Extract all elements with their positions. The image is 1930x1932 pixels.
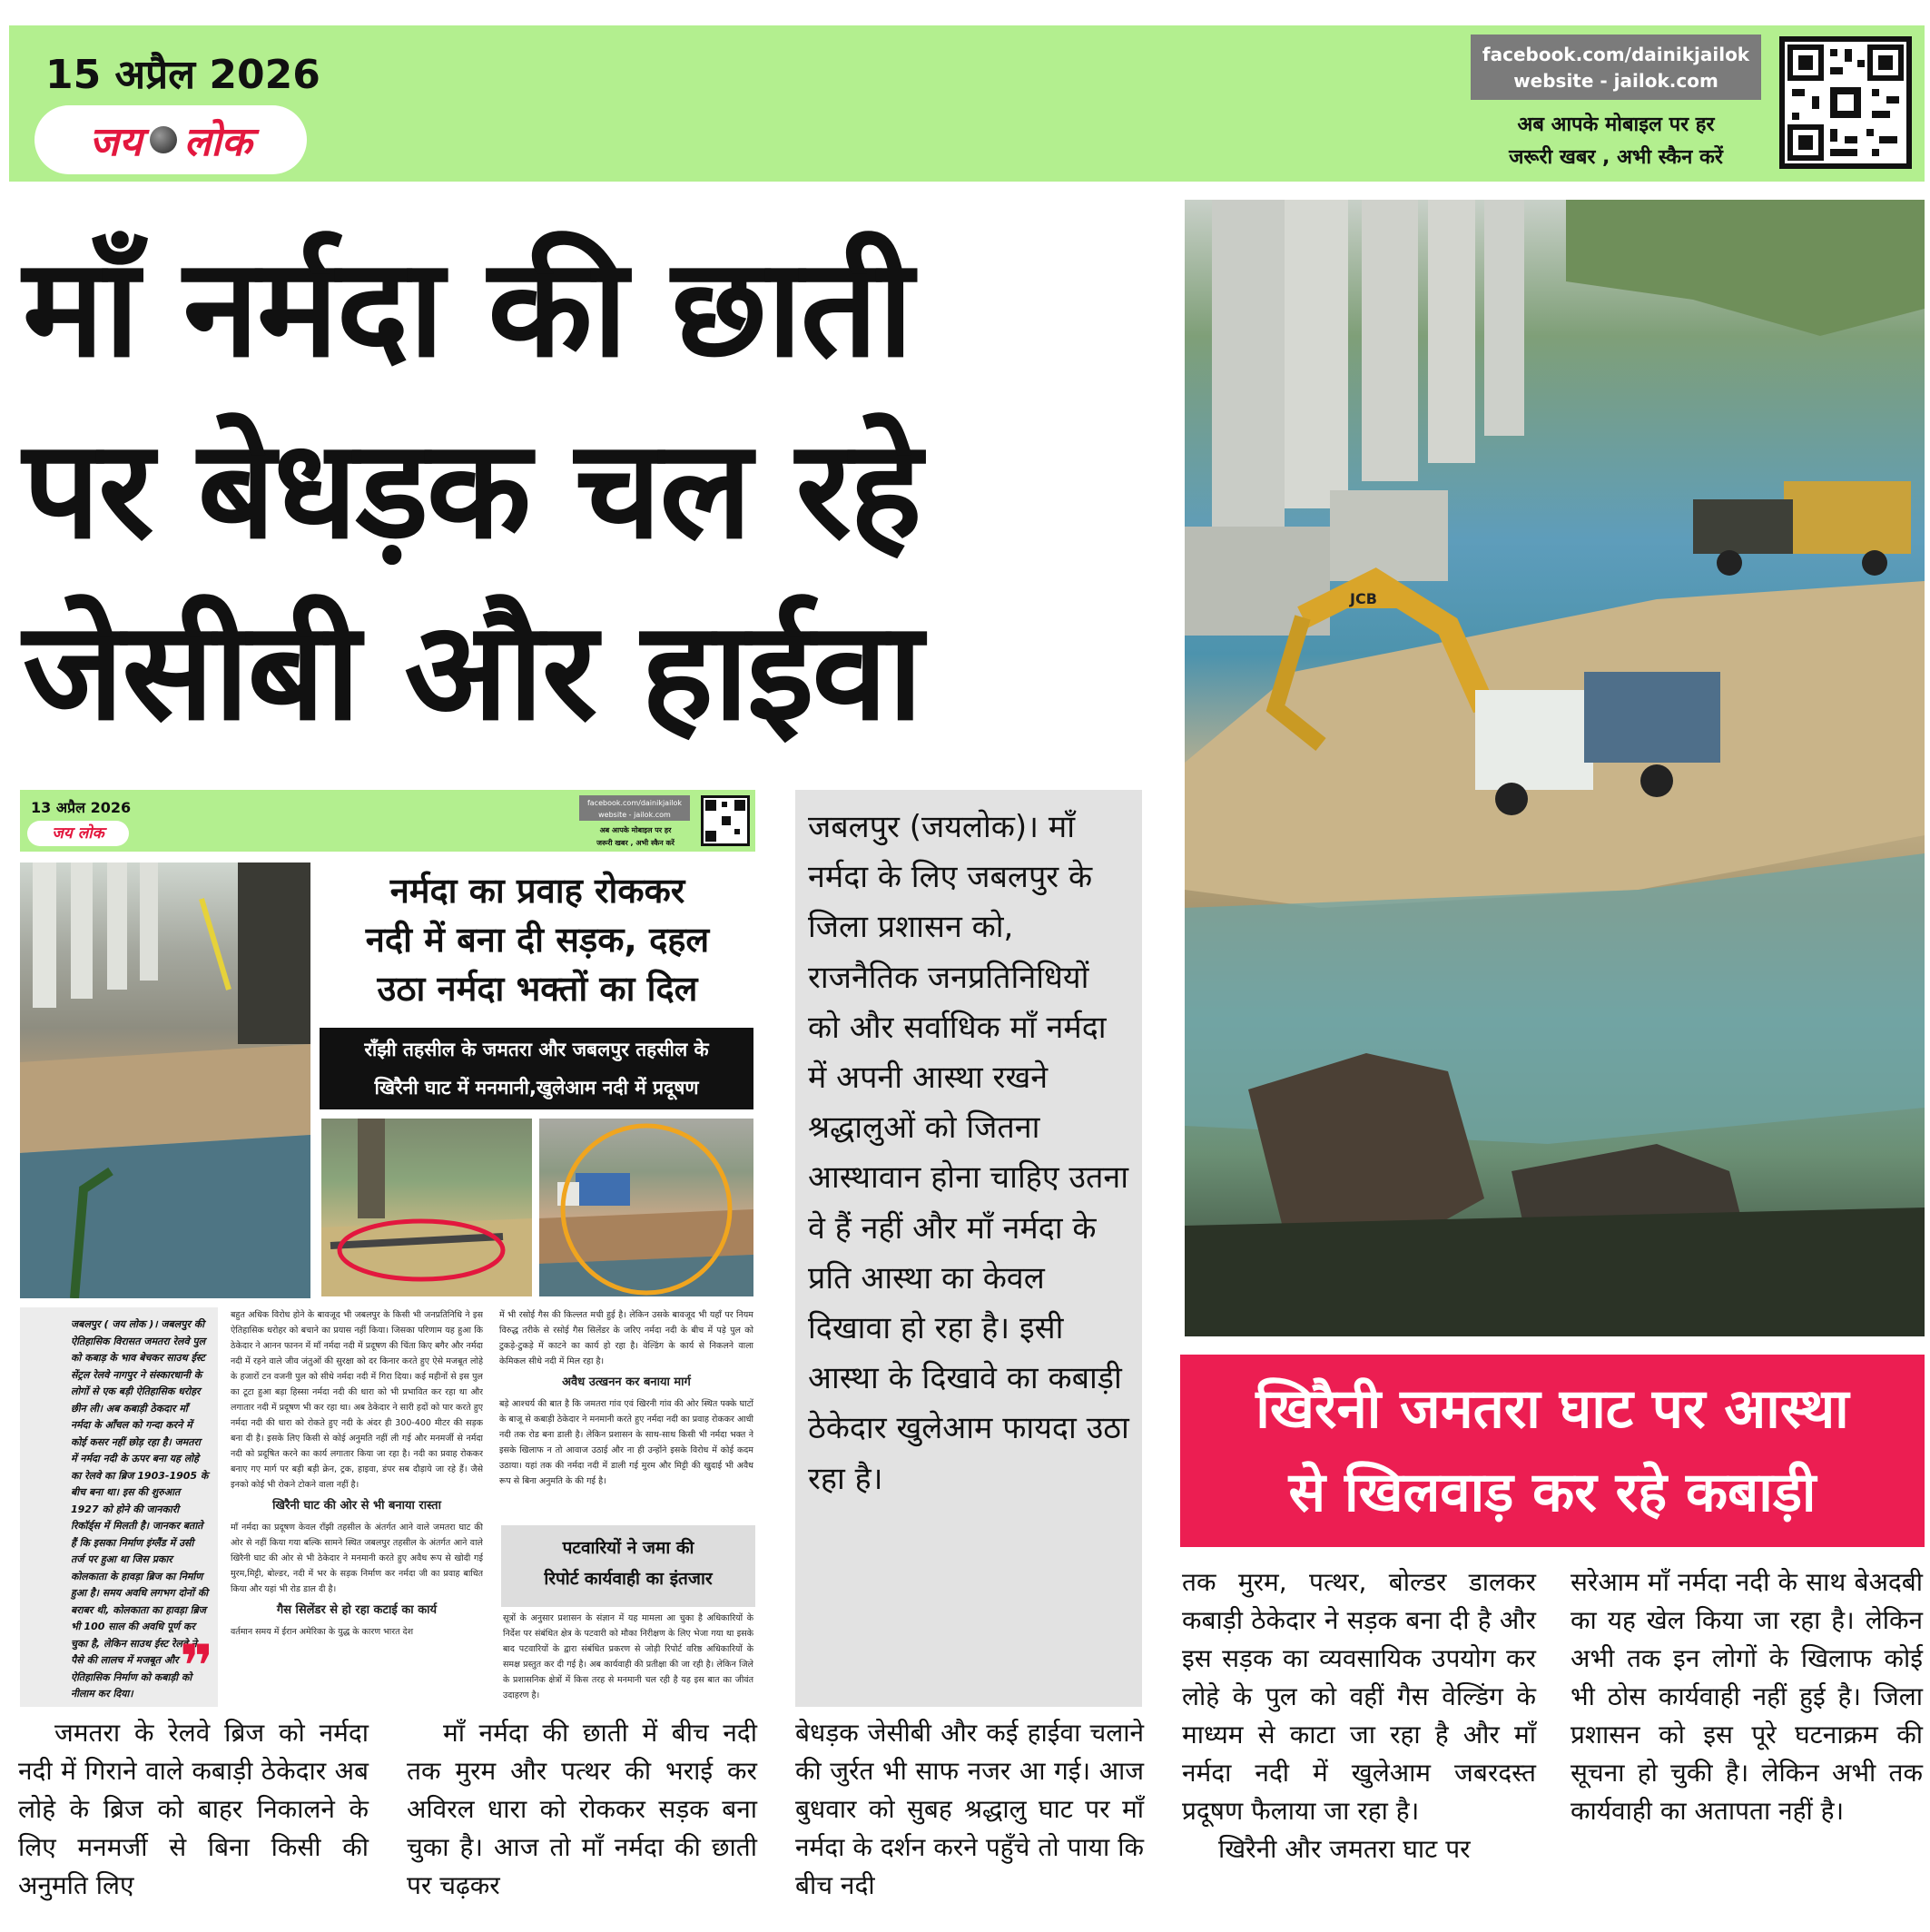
clipping-website: website - jailok.com <box>598 811 671 819</box>
patwari-box-line1: पटवारियों ने जमा की <box>562 1538 694 1558</box>
logo-text-lok: लोक <box>183 119 252 165</box>
issue-date: 15 अप्रैल 2026 <box>45 52 320 98</box>
clipping-column-b <box>499 1307 753 1522</box>
clipping-strapline <box>320 1028 753 1109</box>
clipping-col-b-text: में भी रसोई गैस की किल्लत मची हुई है। लेकिन उसके बावजूद भी यहाँ पर नियम विरुद्ध तरीके से रसोई गैस सिलेंडर के जरिए नर्मदा नदी के बीच में पड़े पुल को टुकड़े-टुकड़े में काटने का कार्य हो रहा है। वेल्डिंग के कार्य से निकलने वाला केमिकल सीधे नदी में मिल रहा है। <box>499 1310 753 1366</box>
clipping-col-a-text2: माँ नर्मदा का प्रदूषण केवल राँझी तहसील के अंतर्गत आने वाले जमतरा घाट की ओर से नहीं किया गया बल्कि सामने स्थित जबलपुर तहसील के अंतर्गत आने वाले खिरैनी घाट की ओर से भी ठेकेदार ने मनमानी करते हुए अवैध रूप से खोदी गई मुरम,मिट्टी, बोल्डर, नदी में भर के सड़क निर्माण कर नर्मदा जी का प्रवाह बाधित किया और यहां भी रोड डाल दी है। <box>231 1523 483 1594</box>
patwari-box-line2: रिपोर्ट कार्यवाही का इंतजार <box>544 1569 713 1589</box>
facebook-link[interactable]: facebook.com/dainikjailok <box>1482 44 1750 65</box>
scan-cta-line1: अब आपके मोबाइल पर हर <box>1517 113 1715 136</box>
caption-line1: खिरैनी जमतरा घाट पर आस्था <box>1255 1377 1849 1441</box>
clipping-headline-line2: नदी में बना दी सड़क, दहल <box>365 920 710 960</box>
masthead <box>9 25 1925 182</box>
river-excavation-photo <box>1185 200 1925 1336</box>
website-link[interactable]: website - jailok.com <box>1513 70 1718 92</box>
clipping-bridge-photo <box>20 862 310 1298</box>
clipping-headline <box>320 866 755 1013</box>
globe-icon <box>150 126 177 153</box>
jcb-label: JCB <box>1350 590 1377 607</box>
clipping-col-b-subhead: अवैध उत्खनन कर बनाया मार्ग <box>562 1375 691 1389</box>
previous-article-clipping <box>20 790 755 1707</box>
clipping-cta-line2: जरूरी खबर , अभी स्कैन करें <box>596 839 675 847</box>
headline-line1: माँ नर्मदा की छाती <box>23 230 912 388</box>
body-column-2: माँ नर्मदा की छाती में बीच नदी तक मुरम और पत्थर की भराई कर अविरल धारा को रोककर सड़क बना चुका है। आज तो माँ नर्मदा की छाती पर चढ़कर <box>407 1718 757 1900</box>
body-column-4-para2: खिरैनी और जमतरा घाट पर <box>1218 1834 1471 1864</box>
scan-cta-line2: जरूरी खबर , अभी स्कैन करें <box>1509 146 1723 169</box>
clipping-debris-photo <box>321 1119 532 1296</box>
strap-line1: राँझी तहसील के जमतरा और जबलपुर तहसील के <box>364 1039 709 1060</box>
body-column-3: बेधड़क जेसीबी और कई हाईवा चलाने की जुर्रत भी साफ नजर आ गई। आज बुधवार को सुबह श्रद्धालु घाट पर माँ नर्मदा के दर्शन करने पहुँचे तो पाया कि बीच नदी <box>795 1718 1144 1900</box>
clipping-column-a <box>231 1307 483 1707</box>
clipping-cta-line1: अब आपके मोबाइल पर हर <box>599 826 672 834</box>
clipping-logo: जय लोक <box>27 821 129 846</box>
clipping-intro-quote: जबलपुर ( जय लोक )। जबलपुर की ऐतिहासिक विरासत जमतरा रेलवे पुल को कबाड़ के भाव बेचकर साउथ ईस्ट सेंट्रल रेलवे नागपुर ने संस्कारधानी के लोगों से एक बड़ी ऐतिहासिक धरोहर छीन ली। अब कबाड़ी ठेकदार माँ नर्मदा के आँचल को गन्दा करने में कोई कसर नहीं छोड़ रहा है। जमतरा में नर्मदा नदी के ऊपर बना यह लोहे का रेलवे का ब्रिज 1903-1905 के बीच बना था। इस की शुरुआत 1927 को होने की जानकारी रिकॉर्ड्स में मिलती है। जानकर बताते हैं कि इसका निर्माण इंग्लैंड में उसी तर्ज पर हुआ था जिस प्रकार कोलकाता के हावड़ा ब्रिज का निर्माण हुआ है। समय अवधि लगभग दोनों की बराबर थी, कोलकाता का हावड़ा ब्रिज भी 100 साल की अवधि पूर्ण कर चुका है, लेकिन साउथ ईस्ट रेलवे ने पैसे की लालच में मजबूत और ऐतिहासिक निर्माण को कबाड़ी को नीलाम कर दिया। <box>20 1307 218 1707</box>
body-column-5: सरेआम माँ नर्मदा नदी के साथ बेअदबी का यह खेल किया जा रहा है। लेकिन अभी तक इन लोगों के खिलाफ कोई भी ठोस कार्यवाही नहीं हुई है। जिला प्रशासन को इस पूरे घटनाक्रम की सूचना हो चुकी है। लेकिन अभी तक कार्यवाही का अतापता नहीं है। <box>1571 1567 1923 1826</box>
clipping-date: 13 अप्रैल 2026 <box>31 799 132 816</box>
clipping-cta <box>576 824 695 850</box>
scan-cta <box>1462 109 1770 174</box>
clipping-facebook: facebook.com/dainikjailok <box>586 799 683 807</box>
clipping-qr-icon <box>701 795 750 846</box>
clipping-col-a-subhead2: गैस सिलेंडर से हो रहा कटाई का कार्य <box>276 1603 438 1617</box>
clipping-social-box <box>579 795 690 821</box>
clipping-headline-line3: उठा नर्मदा भक्तों का दिल <box>377 969 698 1009</box>
clipping-col-b-text2: बड़े आश्चर्य की बात है कि जमतरा गांव एवं खिरनी गांव की ओर स्थित पक्के घाटों के बाजू से कबाड़ी ठेकेदार ने मनमानी करते हुए नर्मदा नदी का प्रवाह रोककर आधी नदी तक रोड बना डाली है। लेकिन प्रशासन के साथ-साथ किसी भी नर्मदा भक्त ने इसके खिलाफ न तो आवाज उठाई और ना ही उन्होंने इसके विरोध में कोई कदम उठाया। यहां तक की नर्मदा नदी में डाली गई मुरम और मिट्टी की खुदाई भी अवैध रूप से बिना अनुमति के की गई है। <box>499 1399 753 1486</box>
clipping-masthead <box>20 790 755 852</box>
body-column-1: जमतरा के रेलवे ब्रिज को नर्मदा नदी में गिराने वाले कबाड़ी ठेकेदार अब लोहे के ब्रिज को बाहर निकालने के लिए मनमर्जी से बिना किसी की अनुमति लिए <box>18 1718 369 1900</box>
clipping-col-b-text3: सूत्रों के अनुसार प्रशासन के संज्ञान में यह मामला आ चुका है अधिकारियों के निर्देश पर संबंधित क्षेत्र के पटवारी को मौका निरीक्षण के लिए भेजा गया था इसके बाद पटवारियों के द्वारा संबंधित प्रकरण से जोड़ी रिपोर्ट वरिष्ठ अधिकारियों के समक्ष प्रस्तुत कर दी गई है। अब कार्यवाही की प्रतीक्षा की जा रही है। लेकिन जिले के प्रशासनिक क्षेत्रों में किस तरह से मनमानी चल रही है यह इस बात का जीवंत उदाहरण है। <box>503 1613 753 1700</box>
qr-code-icon[interactable] <box>1779 36 1912 169</box>
caption-line2: से खिलवाड़ कर रहे कबाड़ी <box>1288 1461 1817 1524</box>
close-quote-icon: ❞ <box>180 1633 214 1700</box>
social-links-box <box>1471 34 1761 100</box>
body-column-4 <box>1182 1563 1536 1868</box>
photo-caption-banner <box>1180 1355 1925 1547</box>
main-headline <box>23 218 1176 763</box>
clipping-truck-photo <box>539 1119 753 1296</box>
headline-line3: जेसीबी और हाईवा <box>23 593 921 751</box>
strap-line2: खिरैनी घाट में मनमानी,खुलेआम नदी में प्रदूषण <box>374 1077 699 1099</box>
brand-logo[interactable] <box>34 105 307 174</box>
clipping-patwari-box <box>501 1525 755 1607</box>
headline-line2: पर बेधड़क चल रहे <box>23 411 921 569</box>
clipping-headline-line1: नर्मदा का प्रवाह रोककर <box>389 871 685 911</box>
clipping-col-a-text3: वर्तमान समय में ईरान अमेरिका के युद्ध के कारण भारत देश <box>231 1627 414 1637</box>
lead-paragraph-box: जबलपुर (जयलोक)। माँ नर्मदा के लिए जबलपुर के जिला प्रशासन को, राजनैतिक जनप्रतिनिधियों को और सर्वाधिक माँ नर्मदा में अपनी आस्था रखने श्रद्धालुओं को जितना आस्थावान होना चाहिए उतना वे हैं नहीं और माँ नर्मदा के प्रति आस्था का केवल दिखावा हो रहा है। इसी आस्था के दिखावे का कबाड़ी ठेकेदार खुलेआम फायदा उठा रहा है। <box>795 790 1142 1707</box>
clipping-col-a-subhead: खिरैनी घाट की ओर से भी बनाया रास्ता <box>272 1499 441 1513</box>
body-column-4-para1: तक मुरम, पत्थर, बोल्डर डालकर कबाड़ी ठेकेदार ने सड़क बना दी है और इस सड़क का व्यवसायिक उपयोग कर लोहे के पुल को वहीं गैस वेल्डिंग के माध्यम से काटा जा रहा है और माँ नर्मदा नदी में खुलेआम जबरदस्त प्रदूषण फैलाया जा रहा है। <box>1182 1567 1536 1826</box>
clipping-column-b3 <box>503 1611 753 1707</box>
logo-text-jay: जय <box>89 119 143 165</box>
clipping-col-a-text: बहुत अधिक विरोध होने के बावजूद भी जबलपुर के किसी भी जनप्रतिनिधि ने इस ऐतिहासिक धरोहर को बचाने का प्रयास नहीं किया। जिसका परिणाम यह हुआ कि ठेकेदार ने आनन फानन में माँ नर्मदा नदी में प्रदूषण की चिंता किए बगैर और नर्मदा नदी में रहने वाले जीव जंतुओं की सुरक्षा को दर किनार करते हुए ऐसे मजबूत लोहे के हजारों टन वजनी पुल को सीधे नर्मदा नदी में गिरा दिया। कई महीनों से इस पुल का टूटा हुआ बड़ा हिस्सा नर्मदा नदी की धारा को भी प्रभावित कर रहा था और लगातार नदी में प्रदूषण भी कर रहा था। अब ठेकेदार ने सारी हदों को पार करते हुए नर्मदा नदी की धारा को रोकते हुए नदी के अंदर ही 300-400 मीटर की सड़क बना दी है। इसके लिए किसी से कोई अनुमति नहीं ली गई और मनमर्जी से नर्मदा नदी को प्रदूषित करने का कार्य लगातार किया जा रहा है। नदी का प्रवाह रोककर बनाए गए मार्ग पर बड़ी बड़ी क्रेन, ट्रक, हाइवा, डंपर सब दौड़ाये जा रहे हैं। जैसे इनको कोई भी रोकने टोकने वाला नहीं है। <box>231 1310 483 1490</box>
